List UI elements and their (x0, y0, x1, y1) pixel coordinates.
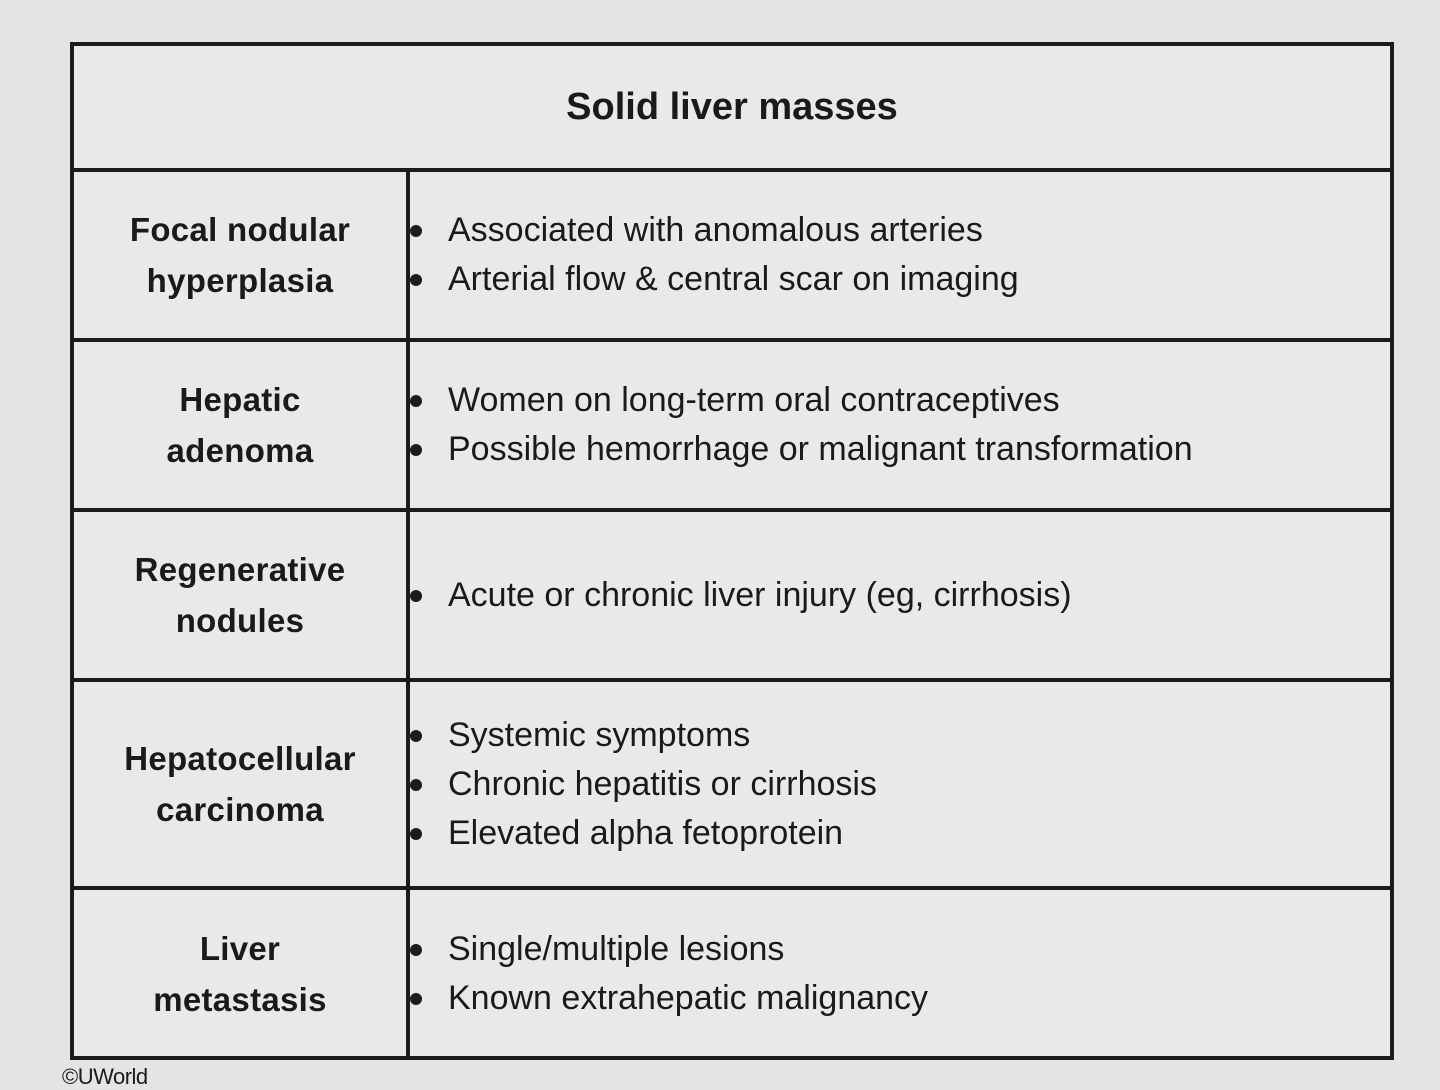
features-list (410, 206, 1390, 304)
mass-type-line: nodules (175, 602, 305, 639)
features-cell (408, 510, 1390, 680)
table-grid (74, 46, 1390, 1058)
features-list (410, 571, 1390, 620)
copyright-credit: ©UWorld (62, 1064, 148, 1089)
feature-item: Possible hemorrhage or malignant transformation (410, 425, 1390, 474)
table-row (74, 680, 1390, 888)
mass-type-line: Hepatocellular (124, 740, 356, 777)
solid-liver-masses-table (70, 42, 1394, 1060)
table-title: Solid liver masses (74, 46, 1390, 170)
feature-item: Single/multiple lesions (410, 925, 1390, 974)
features-list (410, 711, 1390, 858)
mass-type-cell (74, 510, 408, 680)
mass-type-line: adenoma (166, 432, 314, 469)
features-cell (408, 888, 1390, 1058)
features-list (410, 376, 1390, 474)
mass-type-line: metastasis (153, 981, 327, 1018)
mass-type-cell (74, 340, 408, 510)
mass-type-line: Focal nodular (129, 211, 351, 248)
mass-type-cell (74, 680, 408, 888)
features-list (410, 925, 1390, 1023)
feature-item: Systemic symptoms (410, 711, 1390, 760)
feature-item: Women on long-term oral contraceptives (410, 376, 1390, 425)
feature-item: Arterial flow & central scar on imaging (410, 255, 1390, 304)
mass-type-line: Hepatic (179, 381, 301, 418)
features-cell (408, 340, 1390, 510)
mass-type-line: carcinoma (156, 791, 324, 828)
mass-type-line: Regenerative (134, 551, 346, 588)
features-cell (408, 680, 1390, 888)
mass-type-cell (74, 170, 408, 340)
feature-item: Acute or chronic liver injury (eg, cirrhosis) (410, 571, 1390, 620)
mass-type-line: hyperplasia (146, 262, 334, 299)
mass-type-cell (74, 888, 408, 1058)
table-row (74, 340, 1390, 510)
feature-item: Known extrahepatic malignancy (410, 974, 1390, 1023)
mass-type-line: Liver (199, 930, 281, 967)
features-cell (408, 170, 1390, 340)
table-row (74, 510, 1390, 680)
table-header-row (74, 46, 1390, 170)
feature-item: Chronic hepatitis or cirrhosis (410, 760, 1390, 809)
table-row (74, 888, 1390, 1058)
table-row (74, 170, 1390, 340)
feature-item: Elevated alpha fetoprotein (410, 809, 1390, 858)
feature-item: Associated with anomalous arteries (410, 206, 1390, 255)
